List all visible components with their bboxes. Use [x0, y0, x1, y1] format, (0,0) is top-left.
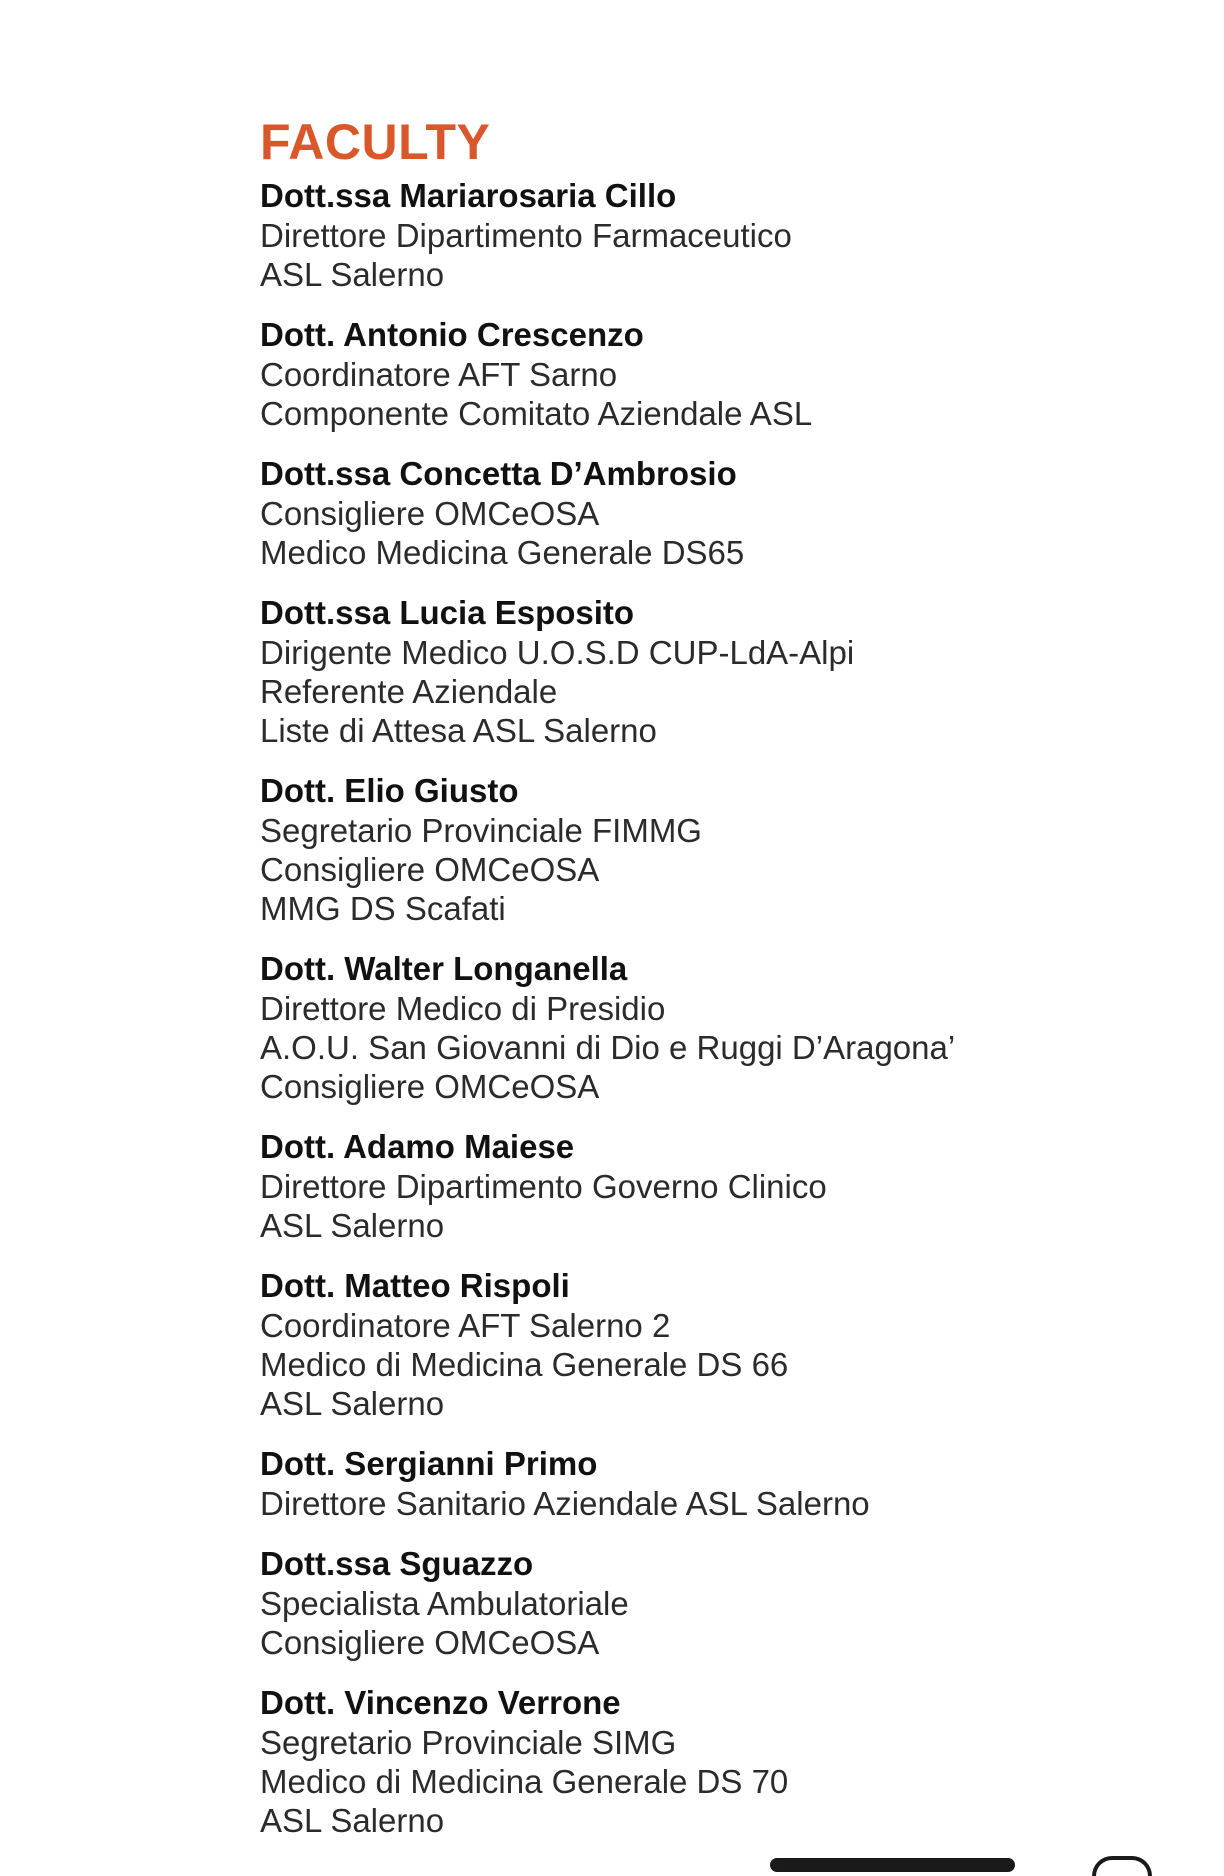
faculty-role: Medico Medicina Generale DS65	[260, 534, 745, 571]
faculty-name: Dott.ssa Lucia Esposito	[260, 594, 635, 631]
faculty-name: Dott. Sergianni Primo	[260, 1445, 598, 1482]
faculty-role: Liste di Attesa ASL Salerno	[260, 712, 657, 749]
faculty-role: ASL Salerno	[260, 256, 445, 293]
faculty-role: Medico di Medicina Generale DS 66	[260, 1346, 789, 1383]
faculty-role: Direttore Dipartimento Farmaceutico	[260, 217, 792, 254]
faculty-entry	[260, 1544, 1160, 1662]
faculty-name: Dott. Walter Longanella	[260, 950, 628, 987]
faculty-entry	[260, 1683, 1160, 1840]
faculty-entry	[260, 315, 1160, 433]
faculty-role: ASL Salerno	[260, 1385, 445, 1422]
faculty-role: MMG DS Scafati	[260, 890, 506, 927]
faculty-entry	[260, 771, 1160, 928]
faculty-name: Dott. Vincenzo Verrone	[260, 1684, 621, 1721]
faculty-role: Consigliere OMCeOSA	[260, 1624, 600, 1661]
faculty-role: Segretario Provinciale FIMMG	[260, 812, 702, 849]
faculty-role: ASL Salerno	[260, 1207, 445, 1244]
faculty-name: Dott. Antonio Crescenzo	[260, 316, 644, 353]
faculty-entry	[260, 1127, 1160, 1245]
faculty-role: Direttore Dipartimento Governo Clinico	[260, 1168, 827, 1205]
faculty-role: Direttore Medico di Presidio	[260, 990, 666, 1027]
faculty-role: ASL Salerno	[260, 1802, 445, 1839]
faculty-name: Dott.ssa Concetta D’Ambrosio	[260, 455, 737, 492]
faculty-list	[260, 176, 1160, 1840]
faculty-name: Dott. Adamo Maiese	[260, 1128, 575, 1165]
faculty-role: Segretario Provinciale SIMG	[260, 1724, 677, 1761]
faculty-entry	[260, 1266, 1160, 1423]
bottom-overlay-bar	[770, 1858, 1015, 1872]
faculty-page	[260, 112, 1160, 1861]
faculty-entry	[260, 949, 1160, 1106]
page-title: FACULTY	[260, 114, 491, 170]
faculty-name: Dott. Matteo Rispoli	[260, 1267, 570, 1304]
faculty-role: Dirigente Medico U.O.S.D CUP-LdA-Alpi	[260, 634, 855, 671]
faculty-entry	[260, 1444, 1160, 1523]
faculty-role: Medico di Medicina Generale DS 70	[260, 1763, 789, 1800]
faculty-role: Direttore Sanitario Aziendale ASL Salerno	[260, 1485, 870, 1522]
faculty-role: Coordinatore AFT Sarno	[260, 356, 618, 393]
faculty-role: Consigliere OMCeOSA	[260, 1068, 600, 1105]
faculty-name: Dott.ssa Mariarosaria Cillo	[260, 177, 677, 214]
bottom-overlay-circle	[1092, 1856, 1152, 1876]
faculty-role: Coordinatore AFT Salerno 2	[260, 1307, 671, 1344]
faculty-role: Consigliere OMCeOSA	[260, 495, 600, 532]
faculty-entry	[260, 454, 1160, 572]
faculty-role: Referente Aziendale	[260, 673, 558, 710]
faculty-role: Consigliere OMCeOSA	[260, 851, 600, 888]
faculty-name: Dott. Elio Giusto	[260, 772, 519, 809]
faculty-role: Specialista Ambulatoriale	[260, 1585, 629, 1622]
faculty-role: Componente Comitato Aziendale ASL	[260, 395, 813, 432]
faculty-entry	[260, 593, 1160, 750]
faculty-role: A.O.U. San Giovanni di Dio e Ruggi D’Aragona’	[260, 1029, 956, 1066]
faculty-entry	[260, 176, 1160, 294]
faculty-name: Dott.ssa Sguazzo	[260, 1545, 534, 1582]
